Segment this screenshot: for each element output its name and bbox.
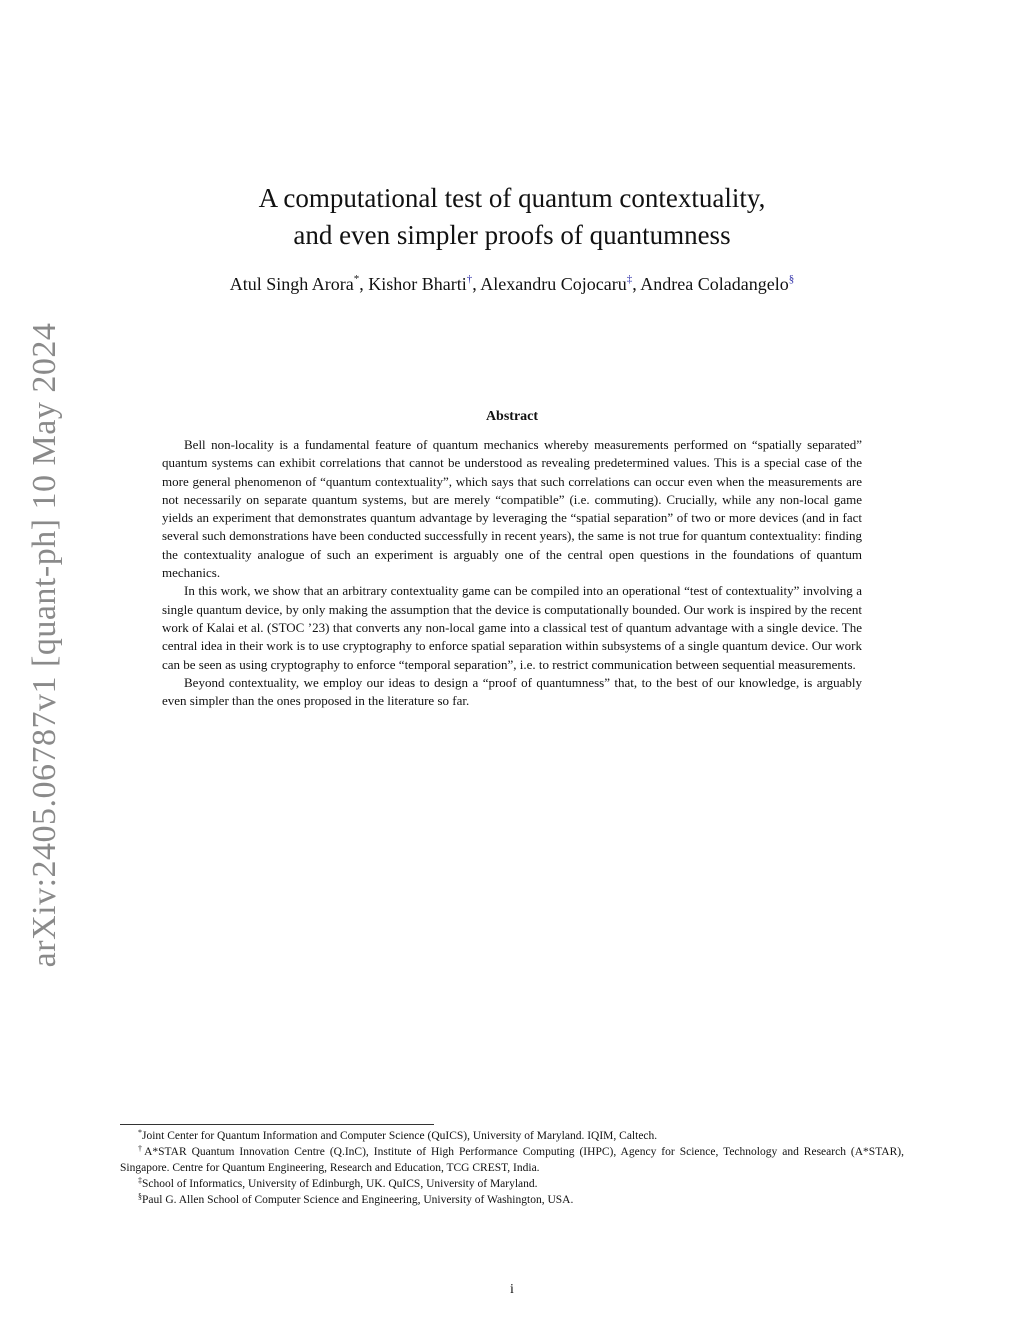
author-separator: , bbox=[632, 274, 641, 294]
author-footnote-mark[interactable]: § bbox=[788, 273, 795, 285]
abstract-body bbox=[162, 436, 862, 710]
footnote-mark: * bbox=[138, 1128, 142, 1137]
abstract-paragraph: Beyond contextuality, we employ our ideas to design a “proof of quantumness” that, to the best of our knowledge, is arguably even simpler than the ones proposed in the literature so far. bbox=[162, 674, 862, 709]
abstract-paragraph: Bell non-locality is a fundamental feature of quantum mechanics whereby measurements performed on “spatially separated” quantum systems can exhibit correlations that cannot be understood as revealing predetermined values. This is a special case of the more general phenomenon of “quantum contextuality”, which says that such correlations can occur even when the measurements are not necessarily on separate quantum systems, but are merely “compatible” (i.e. commuting). Crucially, while any non-local game yields an experiment that demonstrates quantum advantage by leveraging the “spatial separation” of two or more devices (and in fact several such demonstrations have been conducted successfully in recent years), the same is not true for quantum contextuality: finding the contextuality analogue of such an experiment is arguably one of the central open questions in the foundations of quantum mechanics. bbox=[162, 437, 862, 581]
title-line-1: A computational test of quantum contextuality, bbox=[258, 183, 766, 213]
author-footnote-mark[interactable]: ‡ bbox=[626, 273, 633, 285]
page-number: i bbox=[510, 1282, 514, 1297]
footnote bbox=[120, 1176, 904, 1192]
abstract-heading: Abstract bbox=[485, 409, 539, 424]
footnote bbox=[120, 1144, 904, 1176]
author-separator: , bbox=[359, 274, 369, 294]
footnote-mark: ‡ bbox=[138, 1176, 142, 1185]
abstract-paragraph: In this work, we show that an arbitrary contextuality game can be compiled into an operational “test of contextuality” involving a single quantum device, by only making the assumption that the device is computationally bounded. Our work is inspired by the recent work of Kalai et al. (STOC ’23) that converts any non-local game into a classical test of quantum advantage with a single device. The central idea in their work is to use cryptography to enforce spatial separation within subsystems of a single quantum device. Our work can be seen as using cryptography to enforce “temporal separation”, i.e. to restrict communication between sequential measurements. bbox=[162, 583, 862, 672]
footnote-text: Joint Center for Quantum Information and Computer Science (QuICS), University of Maryland. IQIM, Caltech. bbox=[142, 1130, 658, 1142]
footnote bbox=[120, 1128, 904, 1144]
footnote bbox=[120, 1192, 904, 1208]
paper-title bbox=[0, 180, 1024, 254]
footnotes bbox=[120, 1128, 904, 1208]
author-separator: , bbox=[472, 274, 481, 294]
arxiv-identifier-stamp: arXiv:2405.06787v1 [quant-ph] 10 May 2024 bbox=[26, 322, 63, 968]
footnote-text: A*STAR Quantum Innovation Centre (Q.InC), Institute of High Performance Computing (IHPC), Agency for Science, Technology and Research (A*STAR), Singapore. Centre for Quantum Engineering, Research and Education, TCG CREST, India. bbox=[120, 1146, 904, 1174]
author-name: Kishor Bharti bbox=[368, 274, 467, 294]
author-footnote-mark[interactable]: † bbox=[466, 273, 473, 285]
author-list bbox=[0, 274, 1024, 295]
footnote-text: School of Informatics, University of Edinburgh, UK. QuICS, University of Maryland. bbox=[142, 1178, 538, 1190]
footnote-divider bbox=[120, 1124, 434, 1125]
footnote-mark: § bbox=[138, 1192, 142, 1201]
author-name: Alexandru Cojocaru bbox=[480, 274, 627, 294]
author-footnote-mark[interactable]: * bbox=[353, 273, 360, 285]
footnote-mark: † bbox=[138, 1144, 145, 1153]
author-name: Atul Singh Arora bbox=[229, 274, 354, 294]
title-line-2: and even simpler proofs of quantumness bbox=[293, 220, 731, 250]
author-name: Andrea Coladangelo bbox=[640, 274, 789, 294]
footnote-text: Paul G. Allen School of Computer Science and Engineering, University of Washington, USA. bbox=[142, 1194, 574, 1206]
